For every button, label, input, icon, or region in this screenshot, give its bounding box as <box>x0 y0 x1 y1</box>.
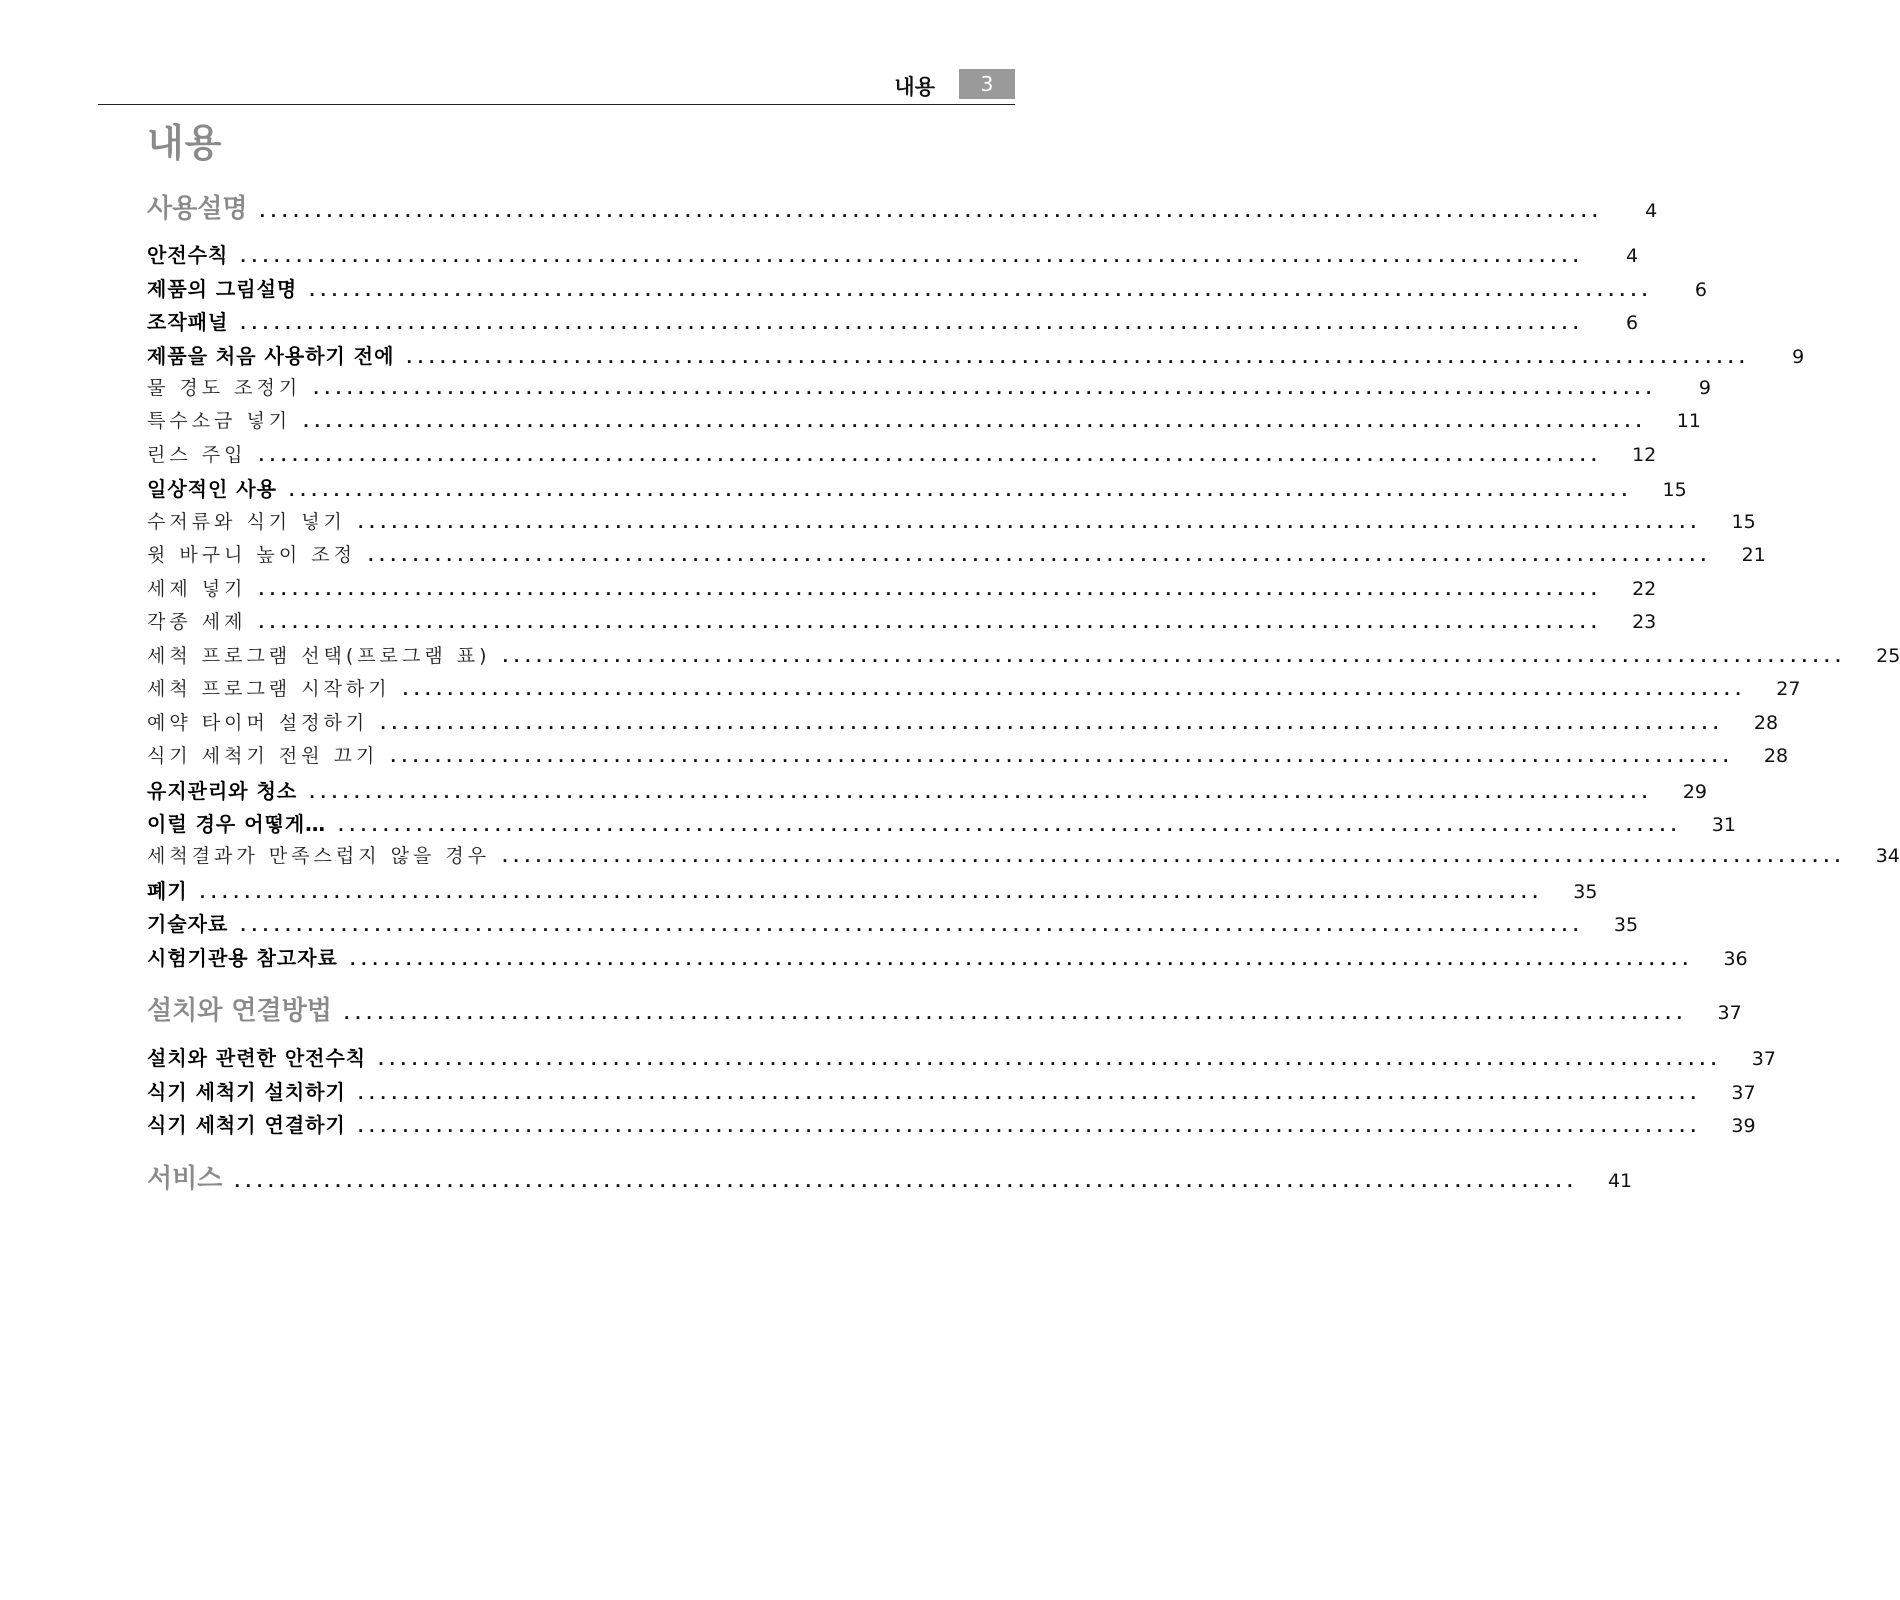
toc-leader-dots: ........................................................................................................................ <box>258 614 1603 632</box>
toc-entry-label: 이럴 경우 어떻게… <box>147 812 327 836</box>
toc-entry <box>147 942 1748 971</box>
toc-entry-page-number: 15 <box>1662 479 1687 501</box>
toc-entry <box>147 741 1789 768</box>
toc-leader-dots: ........................................................................................................................ <box>288 482 1633 500</box>
toc-entry-page-number: 23 <box>1632 611 1657 633</box>
toc-leader-dots: ........................................................................................................................ <box>343 1005 1688 1023</box>
toc-leader-dots: ........................................................................................................................ <box>259 203 1604 221</box>
toc-entry <box>147 1076 1756 1105</box>
toc-entry-page-number: 22 <box>1632 578 1657 600</box>
toc-entry-label: 제품의 그림설명 <box>147 277 298 301</box>
toc-entry-page-number: 15 <box>1731 511 1756 533</box>
toc-entry-label: 식기 세척기 설치하기 <box>147 1080 346 1104</box>
toc-leader-dots: ........................................................................................................................ <box>357 1085 1702 1103</box>
toc-leader-dots: ........................................................................................................................ <box>390 748 1735 766</box>
toc-entry-label: 린스 주입 <box>147 444 247 466</box>
toc-entry <box>147 641 1900 668</box>
toc-leader-dots: ........................................................................................................................ <box>338 817 1682 835</box>
toc-entry-page-number: 39 <box>1731 1115 1756 1137</box>
toc-entry <box>147 908 1639 937</box>
toc-entry <box>147 340 1805 369</box>
toc-entry <box>147 875 1598 904</box>
toc-entry-label: 조작패널 <box>147 310 229 334</box>
toc-entry <box>147 1158 1633 1195</box>
toc-entry-page-number: 25 <box>1876 645 1900 667</box>
toc-leader-dots: ........................................................................................................................ <box>367 547 1712 565</box>
toc-entry <box>147 406 1701 433</box>
toc-entry-page-number: 41 <box>1607 1170 1633 1192</box>
toc-leader-dots: ........................................................................................................................ <box>234 1173 1579 1191</box>
toc-entry-label: 일상적인 사용 <box>147 477 277 501</box>
toc-entry <box>147 507 1756 534</box>
toc-leader-dots: ........................................................................................................................ <box>349 951 1694 969</box>
toc-entry <box>147 1109 1756 1138</box>
toc-leader-dots: ........................................................................................................................ <box>357 514 1702 532</box>
toc-entry-label: 수저류와 식기 넣기 <box>147 511 346 533</box>
toc-entry-label: 유지관리와 청소 <box>147 779 298 803</box>
toc-entry-label: 사용설명 <box>147 194 248 224</box>
toc-entry-label: 기술자료 <box>147 912 229 936</box>
page-header <box>98 66 1015 105</box>
toc-leader-dots: ........................................................................................................................ <box>502 648 1847 666</box>
toc-entry-page-number: 4 <box>1625 245 1639 267</box>
toc-entry-label: 식기 세척기 전원 끄기 <box>147 745 379 767</box>
toc-entry-page-number: 37 <box>1751 1048 1776 1070</box>
page-title: 내용 <box>147 121 223 165</box>
toc-entry-page-number: 21 <box>1741 544 1766 566</box>
toc-entry-page-number: 6 <box>1625 312 1639 334</box>
toc-entry <box>147 273 1707 302</box>
toc-entry <box>147 841 1900 868</box>
toc-entry <box>147 607 1657 634</box>
toc-entry-label: 안전수칙 <box>147 243 229 267</box>
toc-entry-label: 세척결과가 만족스럽지 않을 경우 <box>147 845 491 867</box>
toc-leader-dots: ........................................................................................................................ <box>357 1118 1702 1136</box>
toc-entry-page-number: 9 <box>1792 346 1805 368</box>
toc-entry-page-number: 11 <box>1676 410 1701 432</box>
toc-entry-page-number: 37 <box>1717 1002 1742 1024</box>
toc-leader-dots: ........................................................................................................................ <box>240 315 1585 333</box>
toc-entry-label: 식기 세척기 연결하기 <box>147 1113 346 1137</box>
toc-entry-page-number: 35 <box>1613 914 1639 936</box>
header-title: 내용 <box>894 75 935 99</box>
toc-entry-label: 설치와 관련한 안전수칙 <box>147 1046 367 1070</box>
toc-entry-page-number: 27 <box>1776 678 1801 700</box>
toc-leader-dots: ........................................................................................................................ <box>258 447 1603 465</box>
toc-entry-label: 물 경도 조정기 <box>147 377 302 399</box>
toc-entry-page-number: 12 <box>1632 444 1657 466</box>
toc-entry-page-number: 28 <box>1763 745 1789 767</box>
toc-entry <box>147 708 1779 735</box>
toc-entry <box>147 990 1742 1027</box>
toc-entry-page-number: 35 <box>1573 881 1598 903</box>
toc-leader-dots: ........................................................................................................................ <box>258 581 1603 599</box>
toc-leader-dots: ........................................................................................................................ <box>406 349 1751 367</box>
toc-entry-page-number: 9 <box>1698 377 1712 399</box>
toc-entry-page-number: 31 <box>1711 814 1736 836</box>
toc-entry-label: 세제 넣기 <box>147 578 247 600</box>
toc-leader-dots: ........................................................................................................................ <box>240 248 1585 266</box>
toc-entry-page-number: 28 <box>1753 712 1779 734</box>
toc-leader-dots: ........................................................................................................................ <box>402 681 1747 699</box>
toc-entry-label: 특수소금 넣기 <box>147 410 292 432</box>
toc-leader-dots: ........................................................................................................................ <box>303 413 1647 431</box>
toc-entry-label: 제품을 처음 사용하기 전에 <box>147 344 395 368</box>
header-page-number: 3 <box>959 69 1015 99</box>
toc-entry-page-number: 37 <box>1731 1082 1756 1104</box>
toc-entry-label: 시험기관용 참고자료 <box>147 946 338 970</box>
toc-leader-dots: ........................................................................................................................ <box>378 1051 1722 1069</box>
toc-entry-label: 예약 타이머 설정하기 <box>147 712 369 734</box>
toc-entry-page-number: 29 <box>1682 781 1707 803</box>
toc-entry <box>147 674 1801 701</box>
toc-entry <box>147 574 1657 601</box>
toc-entry <box>147 473 1687 502</box>
toc-entry <box>147 239 1639 268</box>
toc-entry <box>147 1042 1776 1071</box>
toc-entry-page-number: 36 <box>1723 948 1748 970</box>
toc-leader-dots: ........................................................................................................................ <box>309 784 1653 802</box>
toc-entry <box>147 808 1736 837</box>
toc-entry <box>147 188 1658 225</box>
toc-entry-label: 윗 바구니 높이 조정 <box>147 544 356 566</box>
toc-leader-dots: ........................................................................................................................ <box>309 282 1653 300</box>
toc-entry-label: 세척 프로그램 선택(프로그램 표) <box>147 645 491 667</box>
toc-entry <box>147 373 1712 400</box>
toc-entry-label: 각종 세제 <box>147 611 247 633</box>
toc-leader-dots: ........................................................................................................................ <box>313 380 1658 398</box>
toc-entry-page-number: 4 <box>1645 200 1658 222</box>
toc-entry-label: 서비스 <box>147 1164 223 1194</box>
toc-leader-dots: ........................................................................................................................ <box>380 715 1725 733</box>
toc-entry <box>147 775 1707 804</box>
toc-entry-page-number: 6 <box>1694 279 1707 301</box>
toc-entry-label: 폐기 <box>147 879 188 903</box>
toc-leader-dots: ........................................................................................................................ <box>240 917 1585 935</box>
toc-leader-dots: ........................................................................................................................ <box>502 848 1846 866</box>
toc-leader-dots: ........................................................................................................................ <box>199 884 1544 902</box>
toc-entry-label: 설치와 연결방법 <box>147 996 332 1026</box>
toc-entry-label: 세척 프로그램 시작하기 <box>147 678 391 700</box>
toc-entry <box>147 440 1657 467</box>
toc-entry <box>147 540 1766 567</box>
toc-entry <box>147 306 1639 335</box>
toc-entry-page-number: 34 <box>1875 845 1900 867</box>
